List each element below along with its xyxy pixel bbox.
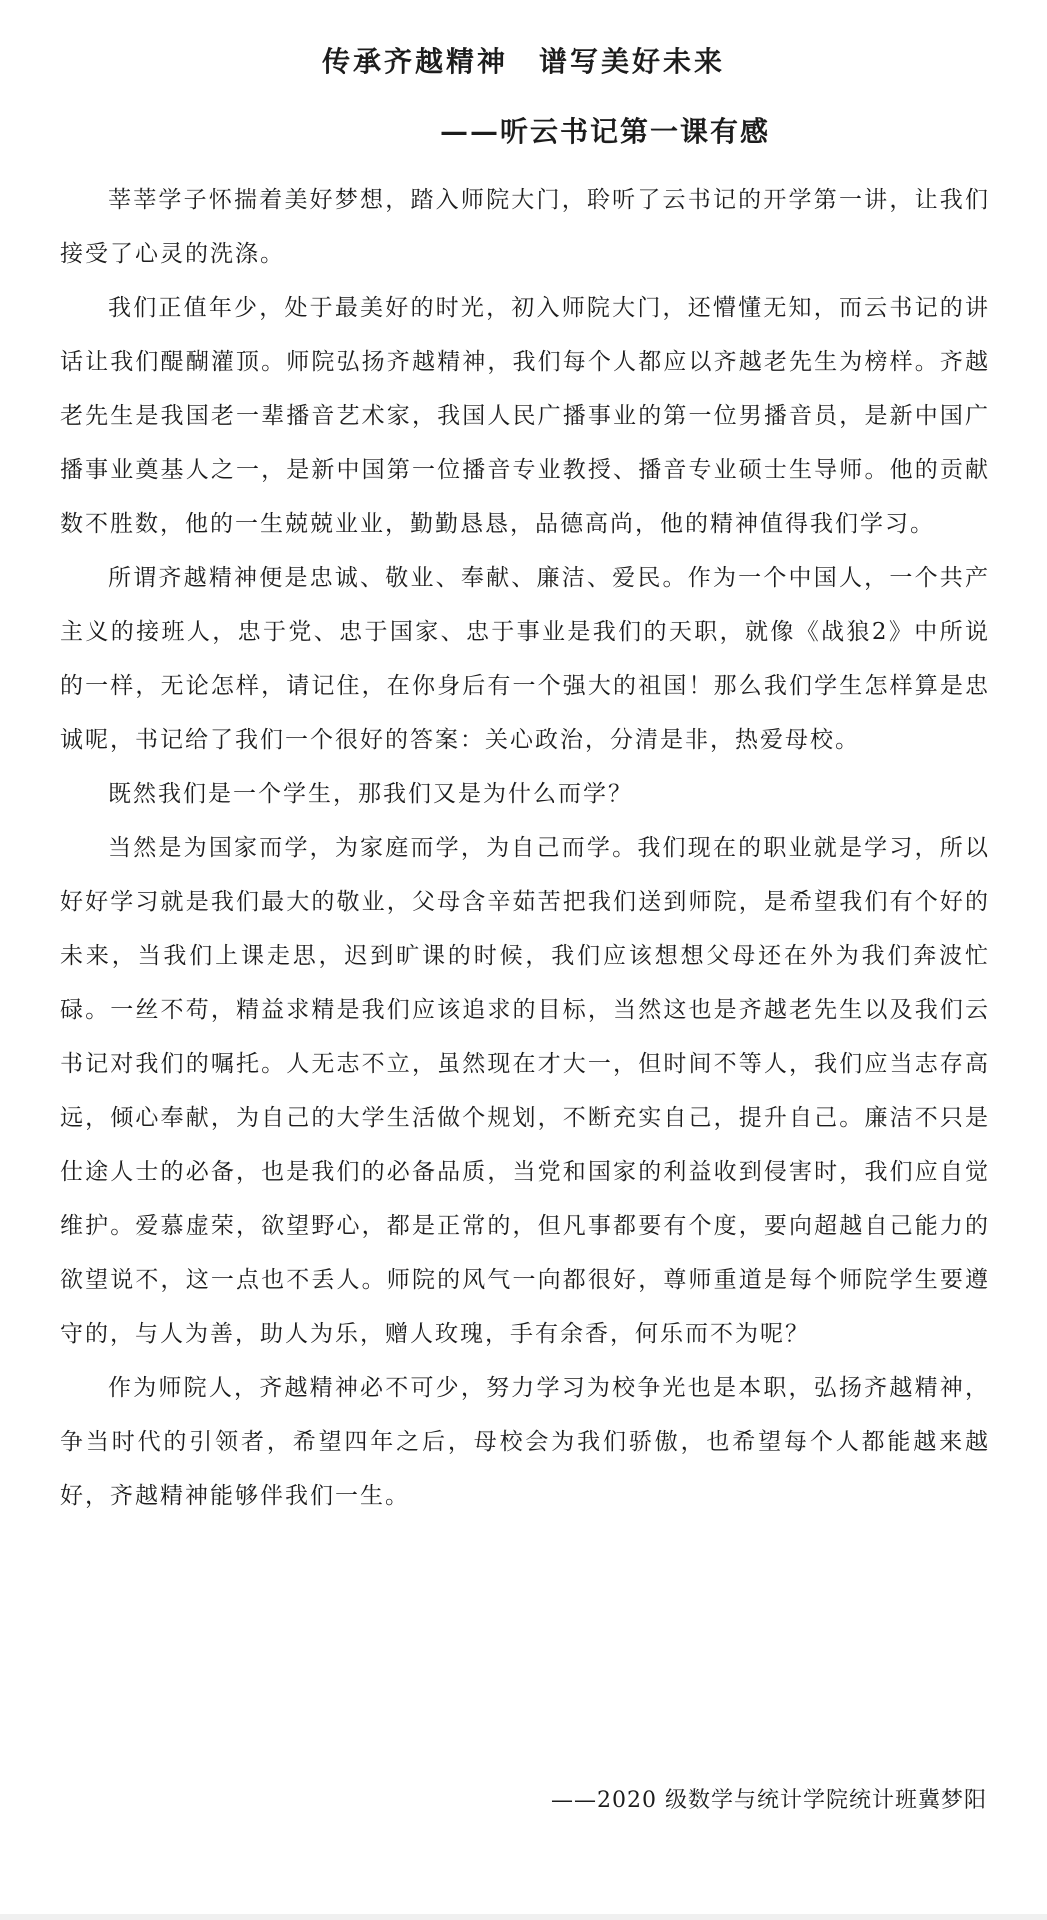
document-subtitle: ——听云书记第一课有感 [440, 115, 771, 148]
document-title: 传承齐越精神 谱写美好未来 [321, 45, 725, 78]
paragraph: 作为师院人，齐越精神必不可少，努力学习为校争光也是本职，弘扬齐越精神，争当时代的引领者，希望四年之后，母校会为我们骄傲，也希望每个人都能越来越好，齐越精神能够伴我们一生。 [60, 1375, 990, 1509]
paragraph: 莘莘学子怀揣着美好梦想，踏入师院大门，聆听了云书记的开学第一讲，让我们接受了心灵的洗涤。 [60, 187, 990, 267]
paragraph: 所谓齐越精神便是忠诚、敬业、奉献、廉洁、爱民。作为一个中国人，一个共产主义的接班人，忠于党、忠于国家、忠于事业是我们的天职，就像《战狼2》中所说的一样，无论怎样，请记住，在你身后有一个强大的祖国！那么我们学生怎样算是忠诚呢，书记给了我们一个很好的答案：关心政治，分清是非，热爱母校。 [60, 565, 990, 753]
paragraph: 既然我们是一个学生，那我们又是为什么而学？ [108, 781, 633, 807]
paragraph: 我们正值年少，处于最美好的时光，初入师院大门，还懵懂无知，而云书记的讲话让我们醍醐灌顶。师院弘扬齐越精神，我们每个人都应以齐越老先生为榜样。齐越老先生是我国老一辈播音艺术家，我国人民广播事业的第一位男播音员，是新中国广播事业奠基人之一，是新中国第一位播音专业教授、播音专业硕士生导师。他的贡献数不胜数，他的一生兢兢业业，勤勤恳恳，品德高尚，他的精神值得我们学习。 [60, 295, 990, 537]
author-signature: ——2020 级数学与统计学院统计班冀梦阳 [551, 1788, 987, 1813]
page-bottom-edge [0, 1914, 1047, 1920]
paragraph: 当然是为国家而学，为家庭而学，为自己而学。我们现在的职业就是学习，所以好好学习就是我们最大的敬业，父母含辛茹苦把我们送到师院，是希望我们有个好的未来，当我们上课走思，迟到旷课的时候，我们应该想想父母还在外为我们奔波忙碌。一丝不苟，精益求精是我们应该追求的目标，当然这也是齐越老先生以及我们云书记对我们的嘱托。人无志不立，虽然现在才大一，但时间不等人，我们应当志存高远，倾心奉献，为自己的大学生活做个规划，不断充实自己，提升自己。廉洁不只是仕途人士的必备，也是我们的必备品质，当党和国家的利益收到侵害时，我们应自觉维护。爱慕虚荣，欲望野心，都是正常的，但凡事都要有个度，要向超越自己能力的欲望说不，这一点也不丢人。师院的风气一向都很好，尊师重道是每个师院学生要遵守的，与人为善，助人为乐，赠人玫瑰，手有余香，何乐而不为呢？ [60, 835, 990, 1347]
document-body [60, 173, 990, 1523]
